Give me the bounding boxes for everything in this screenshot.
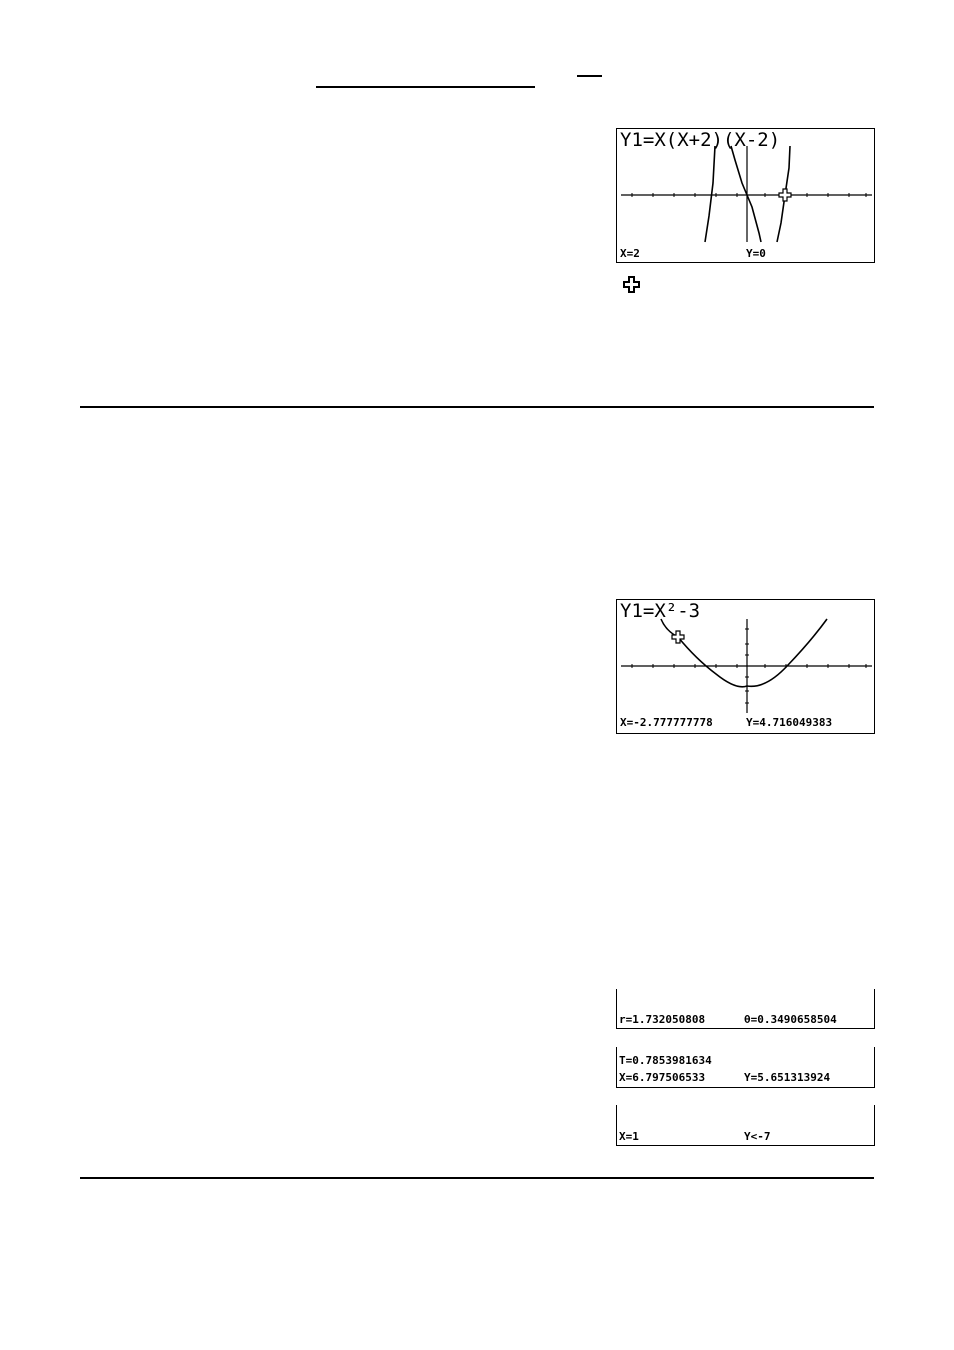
t-readout: T=0.7853981634 xyxy=(619,1054,712,1067)
y-readout: Y=4.716049383 xyxy=(746,716,833,729)
x-readout: X=6.797506533 xyxy=(619,1071,706,1084)
heading-underline xyxy=(316,86,535,88)
crosshair-cursor-icon xyxy=(623,276,641,294)
screen-title: Y1=X(X+2)(X-2) xyxy=(620,129,781,151)
x-readout: X=-2.777777778 xyxy=(620,716,713,729)
readout-strip-parametric xyxy=(616,1047,875,1088)
screen-title: Y1=X²-3 xyxy=(620,600,701,622)
section-divider xyxy=(80,406,874,408)
r-readout: r=1.732050808 xyxy=(619,1013,706,1026)
readout-strip-polar xyxy=(616,989,875,1029)
x-readout: X=2 xyxy=(620,247,640,260)
theta-readout: θ=0.3490658504 xyxy=(744,1013,837,1026)
y-readout: Y=0 xyxy=(746,247,766,260)
y-readout: Y<-7 xyxy=(744,1130,771,1143)
y-readout: Y=5.651313924 xyxy=(744,1071,831,1084)
section-divider xyxy=(80,1177,874,1179)
calculator-screen-cubic xyxy=(616,128,875,263)
x-readout: X=1 xyxy=(619,1130,639,1143)
calculator-screen-parabola xyxy=(616,599,875,734)
readout-strip-inequality xyxy=(616,1105,875,1146)
heading-overline-mark xyxy=(577,75,602,77)
